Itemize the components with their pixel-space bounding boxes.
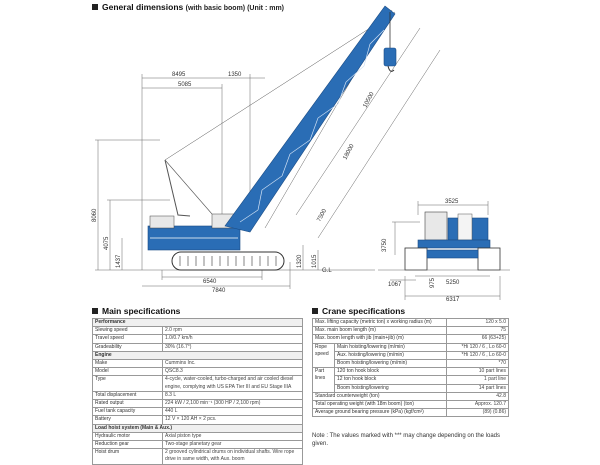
- note-label: Note :: [312, 433, 329, 439]
- crane-spec-value: 66 (63+25): [447, 335, 509, 343]
- crane-spec-sublabel: 120 ton hook block: [335, 368, 447, 376]
- main-spec-row: [93, 343, 303, 351]
- dim-5085: 5085: [178, 82, 192, 88]
- crane-spec-group-label: Rope speed: [313, 343, 335, 368]
- main-spec-label: Rated output: [93, 400, 163, 408]
- crane-spec-value: (89) (0.86): [447, 409, 509, 417]
- main-spec-value: 8.3 L: [163, 391, 303, 399]
- main-spec-group-header: Load hoist system (Main & Aux.): [93, 424, 303, 432]
- main-spec-row: [93, 408, 303, 416]
- main-spec-label: Hoist drum: [93, 449, 163, 464]
- general-subtitle-text: (with basic boom) (Unit : mm): [185, 5, 285, 12]
- main-spec-title-text: Main specifications: [102, 306, 181, 316]
- crane-spec-sublabel: Boom hoisting/lowering (m/min): [335, 360, 447, 368]
- main-spec-row: [93, 368, 303, 376]
- crane-spec-row: [313, 409, 509, 417]
- main-spec-group-header: Performance: [93, 319, 303, 327]
- main-spec-row: [93, 360, 303, 368]
- main-spec-value: Two-stage planetary gear: [163, 441, 303, 449]
- main-specifications-title: [92, 306, 180, 316]
- crane-spec-sublabel: 12 ton hook block: [335, 376, 447, 384]
- crane-spec-sublabel: Aux. hoisting/lowering (m/min): [335, 351, 447, 359]
- dim-3525: 3525: [445, 199, 459, 205]
- crane-spec-row: [313, 351, 509, 359]
- crane-spec-value: 14 part lines: [447, 384, 509, 392]
- main-spec-label: Fuel tank capacity: [93, 408, 163, 416]
- crane-spec-value: 120 x 5.0: [447, 319, 509, 327]
- dim-7840: 7840: [212, 288, 226, 294]
- crane-spec-row: [313, 327, 509, 335]
- main-spec-label: Type: [93, 376, 163, 391]
- crane-spec-row: [313, 343, 509, 351]
- crane-spec-label: Max. main boom length (m): [313, 327, 447, 335]
- main-spec-value: 1.0/0.7 km/h: [163, 335, 303, 343]
- main-spec-row: [93, 449, 303, 464]
- crane-spec-row: [313, 376, 509, 384]
- crane-spec-row: [313, 319, 509, 327]
- main-spec-row: [93, 335, 303, 343]
- dim-18000: 18000: [342, 143, 356, 161]
- dim-1350: 1350: [228, 72, 242, 78]
- main-spec-value: Cummins Inc.: [163, 360, 303, 368]
- crane-spec-row: [313, 392, 509, 400]
- main-spec-value: QSC8.3: [163, 368, 303, 376]
- main-spec-row: [93, 441, 303, 449]
- crane-spec-row: [313, 401, 509, 409]
- main-spec-row: [93, 327, 303, 335]
- ground-level-label: G.L: [322, 268, 332, 274]
- main-spec-group-header: Engine: [93, 351, 303, 359]
- main-spec-label: Reduction gear: [93, 441, 163, 449]
- crane-spec-row: [313, 335, 509, 343]
- main-spec-row: [93, 400, 303, 408]
- main-spec-label: Model: [93, 368, 163, 376]
- crane-spec-value: 75: [447, 327, 509, 335]
- general-title-text: General dimensions: [102, 2, 184, 12]
- section-bullet-icon: [92, 308, 98, 314]
- main-spec-row: [93, 424, 303, 432]
- crane-spec-value: *Hi 120 / 6 , Lo 60-0: [447, 343, 509, 351]
- main-spec-value: 30% (16.7°): [163, 343, 303, 351]
- crane-spec-sublabel: Main hoisting/lowering (m/min): [335, 343, 447, 351]
- crane-spec-sublabel: Boom hoisting/lowering: [335, 384, 447, 392]
- main-spec-row: [93, 391, 303, 399]
- crane-spec-label: Max. boom length with jib (main+jib) (m): [313, 335, 447, 343]
- crane-side-view: [148, 6, 396, 270]
- main-spec-row: [93, 416, 303, 424]
- main-spec-row: [93, 319, 303, 327]
- main-spec-label: Hydraulic motor: [93, 432, 163, 440]
- crane-spec-label: Max. lifting capacity (metric ton) x working radius (m): [313, 319, 447, 327]
- note-text: The values marked with *** may change depending on the loads given.: [312, 433, 501, 447]
- crane-spec-value: *Hi 120 / 6 , Lo 60-0: [447, 351, 509, 359]
- main-spec-value: 2 grooved cylindrical drums on individual shafts. Wire rope drive in same width, with Aux. boom: [163, 449, 303, 464]
- dim-6540: 6540: [203, 279, 217, 285]
- dim-8060: 8060: [92, 208, 98, 222]
- dim-1067: 1067: [388, 282, 402, 288]
- crane-spec-value: *70: [447, 360, 509, 368]
- dim-1437: 1437: [116, 254, 122, 268]
- dim-10500: 10500: [362, 91, 376, 109]
- main-spec-value: 224 kW / 2,100 min⁻¹ (300 HP / 2,100 rpm): [163, 400, 303, 408]
- dim-7500: 7500: [316, 208, 329, 223]
- main-spec-label: Total displacement: [93, 391, 163, 399]
- dim-1320: 1320: [297, 254, 303, 268]
- main-spec-value: Axial piston type: [163, 432, 303, 440]
- crane-spec-row: [313, 360, 509, 368]
- crane-spec-label: Average ground bearing pressure (kPa) (kgf/cm²): [313, 409, 447, 417]
- main-specifications-table: [92, 318, 303, 465]
- main-spec-value: 12 V × 120 AH × 2 pcs.: [163, 416, 303, 424]
- main-spec-label: Slewing speed: [93, 327, 163, 335]
- main-spec-row: [93, 432, 303, 440]
- crane-spec-value: 1 part line: [447, 376, 509, 384]
- main-spec-label: Battery: [93, 416, 163, 424]
- crane-spec-label: Total operating weight (with 18m boom) (ton): [313, 401, 447, 409]
- main-spec-label: Travel speed: [93, 335, 163, 343]
- main-spec-value: 4-cycle, water-cooled, turbo-charged and air cooled diesel engine, complying with US EPA Tier III and EU Stage IIIA: [163, 376, 303, 391]
- crane-spec-group-label: Part lines: [313, 368, 335, 393]
- crane-specifications-title: [312, 306, 405, 316]
- main-spec-row: [93, 376, 303, 391]
- dim-1015: 1015: [312, 254, 318, 268]
- main-spec-value: 440 L: [163, 408, 303, 416]
- main-spec-label: Make: [93, 360, 163, 368]
- dim-975: 975: [430, 277, 436, 288]
- dim-8495: 8495: [172, 72, 186, 78]
- crane-spec-note: [312, 432, 512, 448]
- crane-specifications-table: [312, 318, 509, 417]
- crane-spec-title-text: Crane specifications: [322, 306, 406, 316]
- crane-spec-value: Approx. 120.7: [447, 401, 509, 409]
- dim-5250: 5250: [446, 280, 460, 286]
- section-bullet-icon: [312, 308, 318, 314]
- crane-spec-row: [313, 384, 509, 392]
- main-spec-value: 2.0 rpm: [163, 327, 303, 335]
- crane-spec-row: [313, 368, 509, 376]
- dim-3750: 3750: [382, 238, 388, 252]
- dim-6317: 6317: [446, 297, 460, 303]
- crane-spec-value: 10 part lines: [447, 368, 509, 376]
- crane-spec-value: 42.8: [447, 392, 509, 400]
- main-spec-label: Gradeability: [93, 343, 163, 351]
- main-spec-row: [93, 351, 303, 359]
- dim-4075: 4075: [104, 236, 110, 250]
- crane-spec-label: Standard counterweight (ton): [313, 392, 447, 400]
